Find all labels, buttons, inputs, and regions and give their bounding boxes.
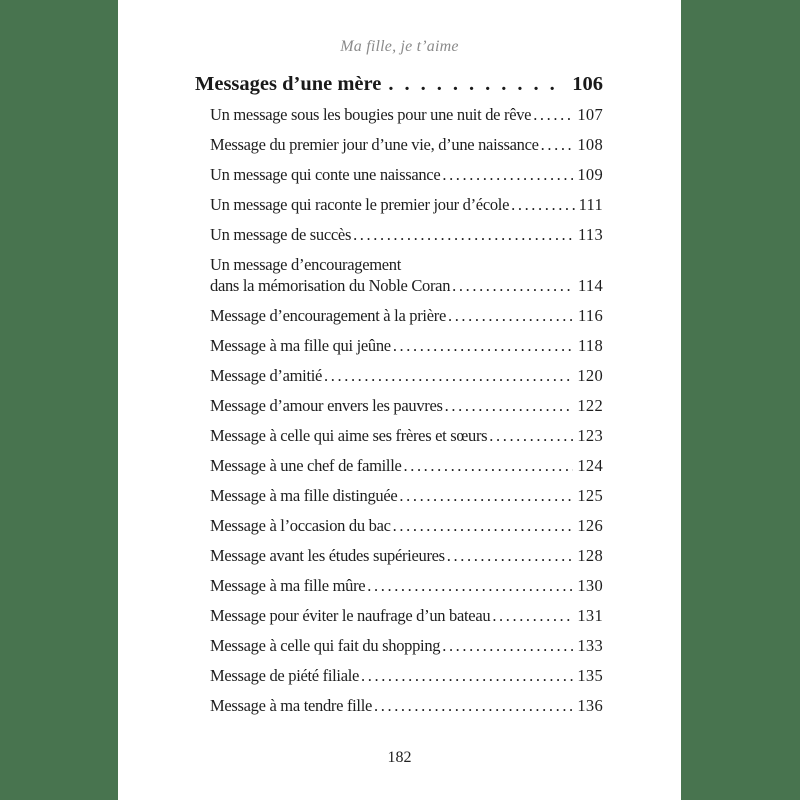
toc-entry-label: Message du premier jour d’une vie, d’une naissance bbox=[210, 135, 539, 154]
toc-entry-label: Un message de succès bbox=[210, 225, 352, 244]
toc-entry-dot-leader bbox=[442, 635, 573, 656]
toc-entry-page-number: 118 bbox=[577, 336, 603, 355]
toc-section-title: Messages d’une mère bbox=[195, 73, 382, 95]
toc-entry-page-number: 128 bbox=[577, 546, 603, 565]
toc-entry-label: Message à l’occasion du bac bbox=[210, 516, 391, 535]
toc-entry-row bbox=[210, 545, 603, 566]
toc-entry-dot-leader bbox=[452, 275, 574, 296]
toc-entry-row bbox=[210, 104, 603, 125]
toc-entry-dot-leader bbox=[404, 455, 574, 476]
toc-entry-label: Message pour éviter le naufrage d’un bateau bbox=[210, 606, 491, 625]
toc-entry-row bbox=[210, 575, 603, 596]
toc-entry bbox=[210, 695, 603, 716]
toc-entry-page-number: 135 bbox=[577, 666, 603, 685]
toc-entry bbox=[210, 365, 603, 386]
toc-entry-dot-leader bbox=[399, 485, 573, 506]
toc-entry-row bbox=[210, 665, 603, 686]
toc-entry-dot-leader bbox=[353, 224, 574, 245]
toc-entry-page-number: 130 bbox=[577, 576, 603, 595]
toc-entry-label: Message à ma fille mûre bbox=[210, 576, 366, 595]
toc-entry-label: Message à une chef de famille bbox=[210, 456, 402, 475]
toc-entry bbox=[210, 605, 603, 626]
toc-entry-label: Message à ma fille distinguée bbox=[210, 486, 398, 505]
toc-entry-dot-leader bbox=[541, 134, 574, 155]
footer-page-number: 182 bbox=[387, 749, 412, 766]
running-head: Ma fille, je t’aime bbox=[340, 38, 459, 55]
toc-entry bbox=[210, 575, 603, 596]
toc-entry-label: Un message qui raconte le premier jour d’école bbox=[210, 195, 510, 214]
toc-section-dot-leader bbox=[388, 71, 566, 97]
toc-entry-page-number: 122 bbox=[577, 396, 603, 415]
toc-entry-page-number: 124 bbox=[577, 456, 603, 475]
toc-entry-dot-leader bbox=[447, 545, 574, 566]
toc-entry bbox=[210, 395, 603, 416]
toc-entry bbox=[210, 104, 603, 125]
toc-entry bbox=[210, 455, 603, 476]
toc-entry-row bbox=[210, 305, 603, 326]
toc-entry-row bbox=[210, 164, 603, 185]
toc-entry-row bbox=[210, 275, 603, 296]
toc-entry-page-number: 123 bbox=[577, 426, 603, 445]
toc-entry-dot-leader bbox=[324, 365, 573, 386]
toc-entry bbox=[210, 254, 603, 296]
toc-entry-dot-leader bbox=[445, 395, 574, 416]
toc-entry-page-number: 113 bbox=[577, 225, 603, 244]
toc-entry-dot-leader bbox=[367, 575, 573, 596]
toc-entry-dot-leader bbox=[511, 194, 574, 215]
toc-entry-dot-leader bbox=[374, 695, 573, 716]
toc-entry-dot-leader bbox=[393, 335, 574, 356]
toc-entries bbox=[118, 104, 681, 716]
toc-entry-page-number: 136 bbox=[577, 696, 603, 715]
toc-entry-page-number: 126 bbox=[577, 516, 603, 535]
toc-entry bbox=[210, 545, 603, 566]
toc-entry-label: Message d’amitié bbox=[210, 366, 323, 385]
toc-entry-row bbox=[210, 485, 603, 506]
toc-entry-label: Message à ma tendre fille bbox=[210, 696, 373, 715]
toc-entry-label-line1: Un message d’encouragement bbox=[210, 255, 402, 274]
toc-entry-page-number: 131 bbox=[577, 606, 603, 625]
toc-entry-label: Message de piété filiale bbox=[210, 666, 360, 685]
toc-entry-label: Message d’amour envers les pauvres bbox=[210, 396, 443, 415]
toc-entry-row bbox=[210, 335, 603, 356]
toc-entry bbox=[210, 194, 603, 215]
toc-entry-label: Message avant les études supérieures bbox=[210, 546, 445, 565]
toc-entry bbox=[210, 485, 603, 506]
book-page bbox=[118, 0, 681, 800]
toc-entry-label: Un message qui conte une naissance bbox=[210, 165, 441, 184]
toc-entry-row bbox=[210, 395, 603, 416]
toc-entry-page-number: 108 bbox=[577, 135, 603, 154]
toc-entry bbox=[210, 134, 603, 155]
toc-entry-page-number: 109 bbox=[577, 165, 603, 184]
toc-entry-row bbox=[210, 695, 603, 716]
toc-section-title-row bbox=[195, 71, 603, 97]
toc-entry bbox=[210, 224, 603, 245]
toc-entry bbox=[210, 515, 603, 536]
toc-entry-dot-leader bbox=[361, 665, 573, 686]
toc-entry-page-number: 111 bbox=[578, 195, 603, 214]
toc-entry-label: dans la mémorisation du Noble Coran bbox=[210, 276, 451, 295]
toc-entry bbox=[210, 305, 603, 326]
toc-entry-dot-leader bbox=[393, 515, 574, 536]
toc-entry-row bbox=[210, 365, 603, 386]
toc-entry-label: Un message sous les bougies pour une nuit de rêve bbox=[210, 105, 532, 124]
toc-entry-dot-leader bbox=[489, 425, 573, 446]
toc-entry-page-number: 125 bbox=[577, 486, 603, 505]
toc-entry-dot-leader bbox=[492, 605, 573, 626]
toc-entry bbox=[210, 665, 603, 686]
toc-entry bbox=[210, 164, 603, 185]
toc-entry-row bbox=[210, 224, 603, 245]
toc-entry-row bbox=[210, 134, 603, 155]
toc-entry-row bbox=[210, 605, 603, 626]
toc-entry-dot-leader bbox=[448, 305, 574, 326]
toc-entry-label: Message à celle qui fait du shopping bbox=[210, 636, 441, 655]
toc-entry-page-number: 116 bbox=[577, 306, 603, 325]
toc-entry bbox=[210, 335, 603, 356]
toc-entry-row bbox=[210, 425, 603, 446]
toc-entry-page-number: 114 bbox=[577, 276, 603, 295]
toc-entry-dot-leader bbox=[533, 104, 573, 125]
toc-entry-row bbox=[210, 635, 603, 656]
toc-entry-page-number: 133 bbox=[577, 636, 603, 655]
toc-entry-dot-leader bbox=[442, 164, 573, 185]
toc-entry-row bbox=[210, 515, 603, 536]
toc-section-page-number: 106 bbox=[572, 73, 603, 95]
toc-entry-page-number: 107 bbox=[577, 105, 603, 124]
toc-entry-row bbox=[210, 194, 603, 215]
toc-entry-label: Message à ma fille qui jeûne bbox=[210, 336, 391, 355]
toc-entry-page-number: 120 bbox=[577, 366, 603, 385]
toc-entry-label: Message à celle qui aime ses frères et sœurs bbox=[210, 426, 488, 445]
toc-entry-row bbox=[210, 455, 603, 476]
toc-entry bbox=[210, 425, 603, 446]
toc-entry bbox=[210, 635, 603, 656]
toc-entry-label: Message d’encouragement à la prière bbox=[210, 306, 446, 325]
